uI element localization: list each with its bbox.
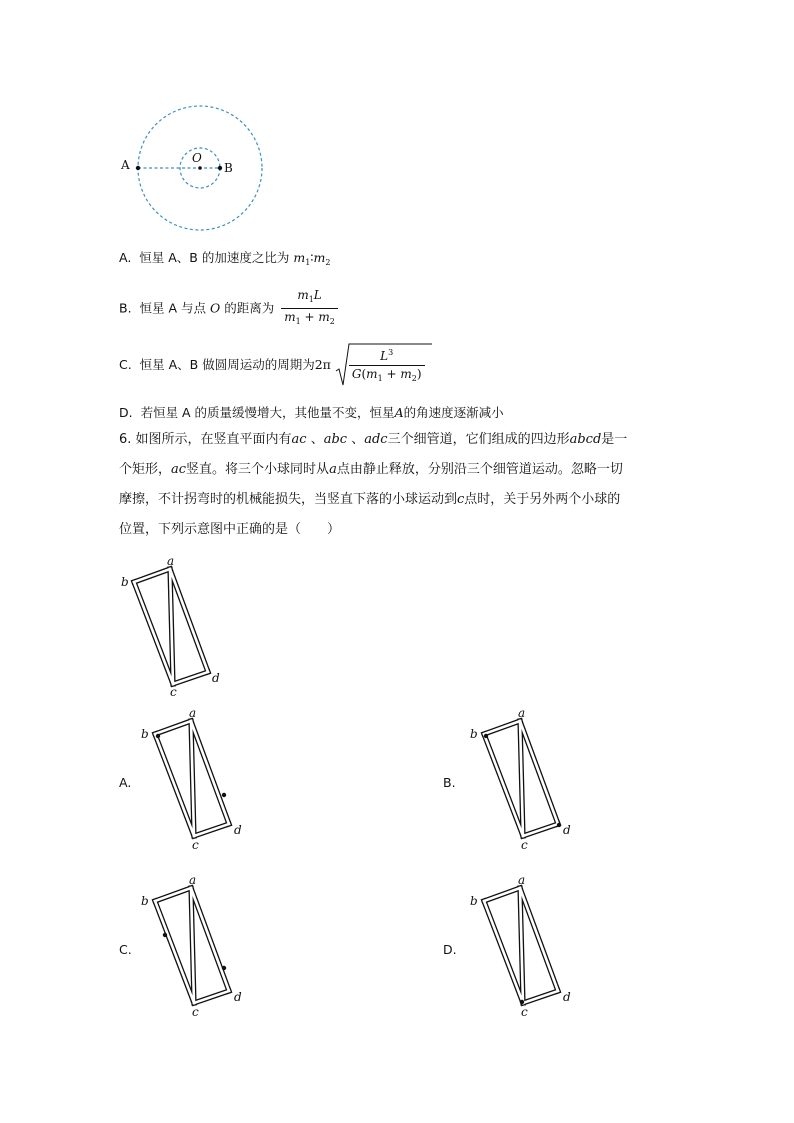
vertex-label-a: a	[189, 706, 197, 720]
tube-svg	[462, 704, 592, 854]
orbit-diagram	[118, 105, 268, 235]
vertex-label-a: a	[167, 554, 175, 568]
option-b: B. 恒星 A 与点 O 的距离为 $\frac{m_1L}{m_1 + m_2}$	[119, 288, 338, 329]
star-b-dot	[218, 166, 222, 170]
vertex-label-b: b	[470, 894, 478, 908]
ball	[222, 966, 226, 970]
vertex-label-c: c	[521, 1005, 528, 1019]
vertex-label-d: d	[563, 990, 571, 1004]
question-6-text: 6. 如图所示，在竖直平面内有ac 、abc 、adc三个细管道，它们组成的四边形abcd是一 个矩形，ac竖直。将三个小球同时从a点由静止释放，分别沿三个细管道运动。忽略一切 摩擦，不计拐弯时的机械能损失，当竖直下落的小球运动到c点时，关于另外两个小球的 位置，下列示意图中正确的是（ ）	[119, 432, 628, 537]
vertex-label-d: d	[212, 671, 220, 685]
vertex-label-a: a	[518, 706, 526, 720]
tube-figure-choice-b	[462, 704, 592, 854]
option-a: A. 恒星 A、B 的加速度之比为 $m_1∶m_2$	[119, 250, 331, 267]
vertex-label-c: c	[170, 685, 177, 699]
vertex-label-c: c	[192, 838, 199, 852]
choice-d-label: D.	[443, 942, 457, 957]
choice-c-label: C.	[119, 942, 132, 957]
vertex-label-c: c	[192, 1005, 199, 1019]
vertex-label-b: b	[121, 575, 129, 589]
tube-svg	[133, 704, 263, 854]
tube-figure-choice-c	[133, 871, 263, 1021]
tube-figure-choice-a	[133, 704, 263, 854]
vertex-label-a: a	[189, 873, 197, 887]
fraction-b: $\frac{m_1L}{m_1 + m_2}$	[281, 288, 338, 329]
vertex-label-b: b	[141, 727, 149, 741]
label-b: B	[224, 161, 233, 175]
label-a: A	[121, 158, 130, 172]
star-a-dot	[136, 166, 140, 170]
vertex-label-a: a	[518, 873, 526, 887]
ball	[222, 793, 226, 797]
option-d: D. 若恒星 A 的质量缓慢增大，其他量不变，恒星A的角速度逐渐减小	[119, 405, 504, 420]
choice-a-label: A.	[119, 775, 132, 790]
ball	[484, 734, 488, 738]
ball	[557, 823, 561, 827]
option-c: C. 恒星 A、B 做圆周运动的周期为2π $\frac{L^3}{G(m_1 + m_2)}$	[119, 341, 433, 389]
vertex-label-b: b	[470, 727, 478, 741]
ball	[520, 1000, 524, 1004]
vertex-label-d: d	[563, 823, 571, 837]
vertex-label-b: b	[141, 894, 149, 908]
tube-figure-choice-d	[462, 871, 592, 1021]
vertex-label-c: c	[521, 838, 528, 852]
tube-svg	[133, 871, 263, 1021]
center-o-dot	[198, 166, 202, 170]
sqrt-expression	[335, 341, 433, 389]
ball	[156, 734, 160, 738]
label-o: O	[192, 151, 202, 165]
tube-figure-main	[112, 552, 242, 699]
fraction-c: $\frac{L^3}{G(m_1 + m_2)}$	[349, 345, 425, 386]
tube-svg	[462, 871, 592, 1021]
orbit-figure	[118, 105, 268, 235]
ball	[163, 933, 167, 937]
tube-svg	[112, 552, 242, 702]
vertex-label-d: d	[234, 823, 242, 837]
vertex-label-d: d	[234, 990, 242, 1004]
choice-b-label: B.	[443, 775, 456, 790]
